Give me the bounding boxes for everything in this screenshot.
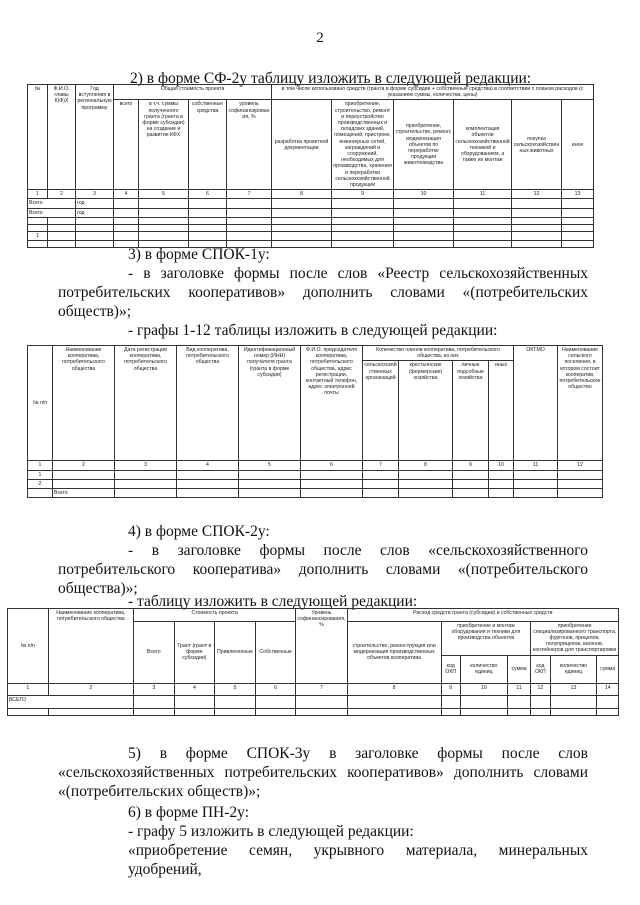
- col-number: 11: [454, 190, 512, 199]
- col-number: 6: [301, 461, 363, 470]
- row-label-total: Всего: [28, 208, 76, 217]
- col-number: 11: [507, 683, 530, 696]
- col-number: 7: [227, 190, 272, 199]
- section-4-item-2: - таблицу изложить в следующей редакции:: [128, 593, 418, 610]
- col-number: 11: [514, 461, 558, 470]
- col-number: 1: [8, 683, 49, 696]
- table-row-total: [8, 696, 619, 709]
- section-6-item-1: - графу 5 изложить в следующей редакции:: [128, 823, 414, 840]
- col-head-agri-org: сельскохозяйственных организаций: [363, 361, 399, 461]
- col-head-other: иное: [562, 100, 594, 190]
- col-head-usage: в том числе использовано средств (гранта в форме субсидии + собственные средства) в соответствии с планом расходов (с указанием суммы, количества, цены): [272, 85, 594, 100]
- col-head-cost: Стоимость проекта: [134, 609, 296, 622]
- col-head-name: Наименование кооператива, потребительского общества: [48, 609, 133, 684]
- col-head-fio: Ф.И.О. главы К(Ф)Х: [48, 85, 76, 190]
- col-head-oktmo: ОКТМО: [514, 346, 558, 461]
- col-head-year: Год вступления в региональную программу: [76, 85, 114, 190]
- col-head-members: Количество членов кооператива, потребительского общества, из них: [363, 346, 514, 361]
- table-row: 1: [28, 470, 603, 479]
- col-number: 12: [558, 461, 603, 470]
- col-head-okp: код ОКП: [441, 655, 460, 683]
- table-row-total: [28, 489, 603, 498]
- section-6-heading: 6) в форме ПН-2у:: [128, 804, 250, 821]
- col-number: 5: [239, 461, 301, 470]
- col-number: 4: [174, 683, 215, 696]
- section-5-text: 5) в форме СПОК-3у в заголовке формы после слов «сельскохозяйственных потребительских кооперативов» дополнить словами «(потребительских обществ)»;: [58, 745, 588, 800]
- table-sf-2u: [27, 84, 593, 239]
- col-number: 6: [255, 683, 296, 696]
- col-head-inn: Идентификационный номер (ИНН) получателя гранта (гранта в форме субсидии): [239, 346, 301, 461]
- col-number: 2: [48, 190, 76, 199]
- col-number: 9: [332, 190, 394, 199]
- col-number: 14: [597, 683, 619, 696]
- col-number: 12: [531, 683, 550, 696]
- col-number: 12: [512, 190, 562, 199]
- col-head-personal: личные подсобные хозяйства: [453, 361, 489, 461]
- col-head-reg-date: Дата регистрации кооператива, потребительского общества: [115, 346, 177, 461]
- table-row-total-1: [28, 199, 594, 208]
- col-number: 7: [363, 461, 399, 470]
- col-head-transport: приобретение специализированного транспорта, фургонов, прицепов, полуприцепов, вагонов, контейнеров для транспортировки: [531, 621, 619, 655]
- table-row: 2: [28, 479, 603, 488]
- section-3-item-1: - в заголовке формы после слов «Реестр сельскохозяйственных потребительских кооперативов» дополнить словами «(потребительских обществ)»;: [58, 265, 588, 320]
- col-head-cost-own: Собственные: [255, 621, 296, 683]
- section-2-heading: 2) в форме СФ-2у таблицу изложить в следующей редакции:: [130, 70, 532, 87]
- col-head-sum: сумма: [597, 655, 619, 683]
- section-3-heading: 3) в форме СПОК-1у:: [128, 246, 270, 263]
- col-head-equipment: приобретение и монтаж оборудования и техники для производства объектов: [441, 621, 531, 655]
- col-number: 6: [189, 190, 227, 199]
- col-number: 9: [453, 461, 489, 470]
- col-head-okp: код ОКП: [531, 655, 550, 683]
- col-number: 8: [272, 190, 332, 199]
- col-head-no: №: [28, 85, 48, 190]
- table-row-total-2: [28, 208, 594, 217]
- col-number: 4: [177, 461, 239, 470]
- section-3-item-2: - графы 1-12 таблицы изложить в следующей редакции:: [128, 322, 498, 339]
- col-number: 8: [399, 461, 453, 470]
- row-label-year: год: [76, 199, 114, 208]
- col-head-spend: Расход средств гранта (субсидии) и собственных средств: [347, 609, 618, 622]
- col-head-no: № п/п: [28, 346, 53, 461]
- col-head-name: Наименование кооператива, потребительского общества: [53, 346, 115, 461]
- col-head-chair: Ф.И.О. председателя кооператива, потребительского общества, адрес регистрации, контактный телефон, адрес электронной почты: [301, 346, 363, 461]
- section-4-heading: 4) в форме СПОК-2у:: [128, 523, 270, 540]
- col-head-construction: строительство, реконструкция или модернизация производственных объектов кооператива: [347, 621, 441, 683]
- col-head-qty: количество единиц: [550, 655, 597, 683]
- col-number: 3: [76, 190, 114, 199]
- row-label-year: год: [76, 208, 114, 217]
- col-head-kind: Вид кооператива, потребительского общества: [177, 346, 239, 461]
- col-head-cofin: уровень софинансирования, %: [227, 100, 272, 190]
- row-label-total: Всего: [28, 199, 76, 208]
- col-head-project-docs: разработка проектной документации: [272, 100, 332, 190]
- table-spok-2u: [7, 608, 619, 716]
- col-number: 5: [139, 190, 189, 199]
- col-head-grant: в т.ч. суммы полученного гранта (гранта в форме субсидии) на создание и развитие КФХ: [139, 100, 189, 190]
- col-head-own: собственные средства: [189, 100, 227, 190]
- col-number: 1: [28, 190, 48, 199]
- col-head-other: иных: [489, 361, 514, 461]
- col-head-cost-total: Всего: [134, 621, 175, 683]
- col-head-cost-grant: Грант (грант в форме субсидии): [174, 621, 215, 683]
- row-label-total: ВСЕГО: [8, 696, 134, 709]
- table-row: 1: [28, 231, 594, 240]
- col-number: 13: [562, 190, 594, 199]
- col-number: 3: [134, 683, 175, 696]
- page-number: 2: [316, 30, 324, 46]
- col-number: 5: [215, 683, 256, 696]
- table-spok-1u: [27, 345, 602, 497]
- col-head-animals: покупка сельскохозяйственных животных: [512, 100, 562, 190]
- col-head-sum: сумма: [507, 655, 530, 683]
- col-number: 13: [550, 683, 597, 696]
- col-number: 10: [394, 190, 454, 199]
- col-head-buildings: приобретение, строительство, ремонт и переустройство производственных и складских зданий, помещений, пристроек, инженерных сетей, заграждений и сооружений, необходимых для производства, хранения и переработки сельскохозяйственной продукции: [333, 101, 392, 189]
- col-number: 2: [48, 683, 133, 696]
- col-head-level: Уровень софинансирования, %: [296, 609, 347, 684]
- col-number: 2: [53, 461, 115, 470]
- col-head-equipment: комплектация объектов сельскохозяйственной техникой и оборудованием, а также их монтаж: [454, 100, 512, 190]
- section-6-item-2: «приобретение семян, укрывного материала, минеральных удобрений,: [128, 842, 588, 878]
- col-number: 1: [28, 461, 53, 470]
- col-number: 9: [441, 683, 460, 696]
- col-head-no: № п/п: [8, 609, 49, 684]
- col-number: 7: [296, 683, 347, 696]
- col-head-processing: приобретение, строительство, ремонт, модернизация объектов по переработке продукции животноводства: [394, 100, 454, 190]
- col-head-total-cost: Общая стоимость проекта: [114, 85, 272, 100]
- col-number: 10: [489, 461, 514, 470]
- row-label-total: Всего: [53, 489, 115, 498]
- col-head-total: всего: [114, 100, 139, 190]
- col-number: 4: [114, 190, 139, 199]
- col-number: 10: [460, 683, 507, 696]
- col-head-cost-attracted: Привлеченные: [215, 621, 256, 683]
- col-head-farms: крестьянские (фермерские) хозяйства: [399, 361, 453, 461]
- section-4-item-1: - в заголовке формы после слов «сельскохозяйственного потребительского кооператива» дополнить словами «(потребительского общества)»;: [58, 542, 588, 597]
- col-head-qty: количество единиц: [460, 655, 507, 683]
- col-number: 8: [347, 683, 441, 696]
- col-head-village: Наименование сельского поселения, в котором состоит кооператив, потребительское общество: [558, 346, 603, 461]
- col-number: 3: [115, 461, 177, 470]
